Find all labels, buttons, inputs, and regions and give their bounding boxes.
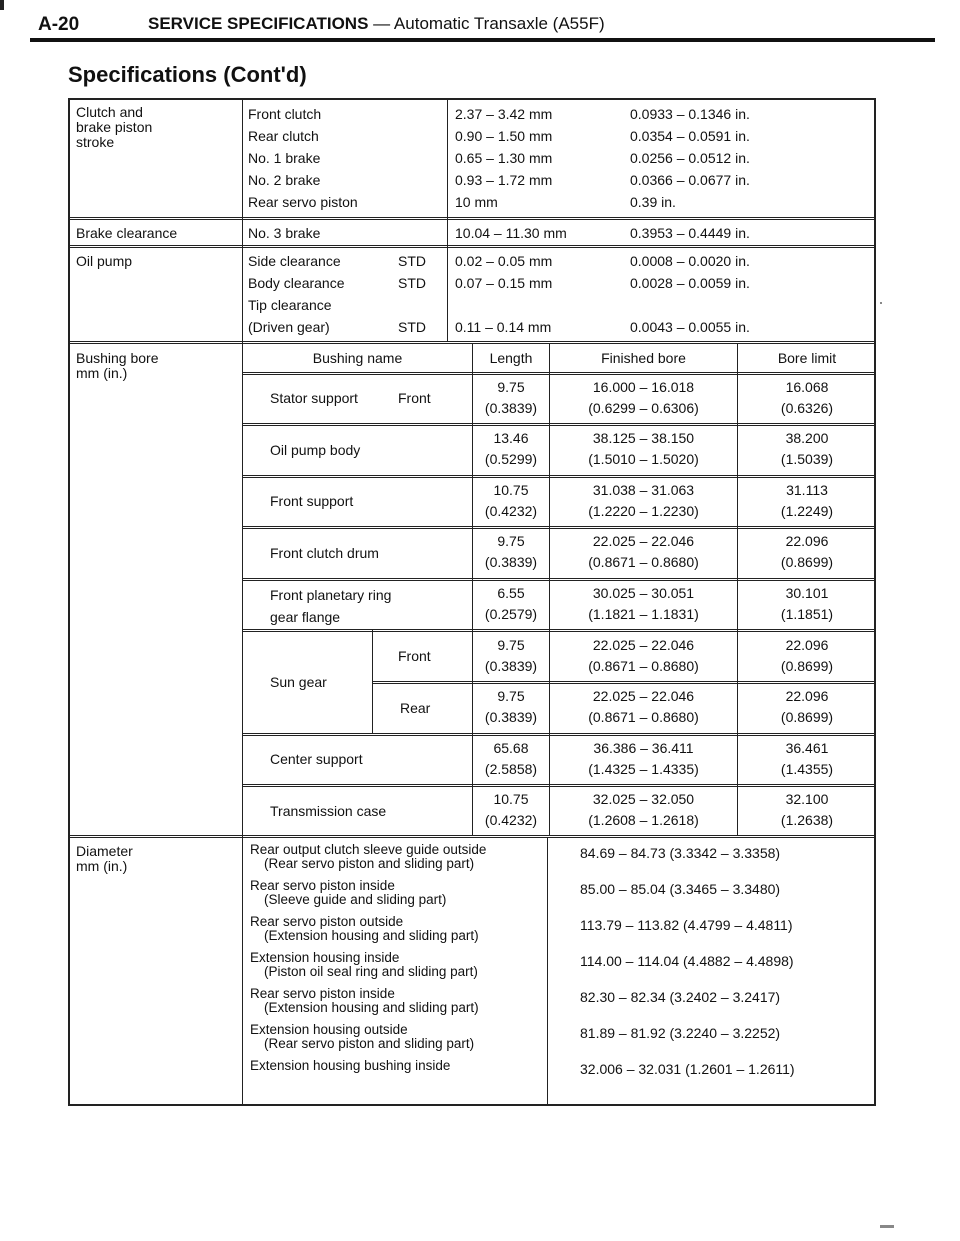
oil-pump-mm xyxy=(455,250,552,338)
limit-in: (0.8699) xyxy=(780,554,834,570)
limit-mm: 22.096 xyxy=(785,688,829,704)
clutch-inch-value: 0.0933 – 0.1346 in. xyxy=(630,106,750,122)
bushing-name: Front clutch drum xyxy=(270,545,379,561)
oil-pump-item: (Driven gear) xyxy=(248,319,330,335)
bushing-finished-cell xyxy=(550,637,737,674)
oil-pump-mm-value xyxy=(455,294,552,316)
diameter-item xyxy=(250,951,486,987)
length-in: (0.3839) xyxy=(484,554,538,570)
oil-pump-mm-value: 0.02 – 0.05 mm xyxy=(455,253,553,269)
rule xyxy=(447,98,448,342)
clutch-item: Rear servo piston xyxy=(248,194,358,210)
rule xyxy=(242,733,876,734)
bushing-finished-cell xyxy=(550,791,737,828)
diameter-value: 81.89 – 81.92 (3.2240 – 3.2252) xyxy=(580,1025,781,1041)
finished-mm: 30.025 – 30.051 xyxy=(592,585,695,601)
finished-in: (0.8671 – 0.8680) xyxy=(588,709,699,725)
bushing-name: Center support xyxy=(270,751,363,767)
bushing-header-limit: Bore limit xyxy=(777,350,837,366)
clutch-item: Rear clutch xyxy=(248,128,319,144)
length-in: (0.3839) xyxy=(484,400,538,416)
diameter-items xyxy=(250,843,486,1095)
diameter-item-line: Extension housing outside xyxy=(250,1022,408,1037)
header-title-bold: SERVICE SPECIFICATIONS xyxy=(148,14,369,33)
bushing-header-name: Bushing name xyxy=(312,350,403,366)
length-mm: 13.46 xyxy=(493,430,529,446)
clutch-label-line: brake piston xyxy=(76,119,153,135)
rule xyxy=(242,477,876,478)
header-title xyxy=(148,14,605,34)
oil-pump-inch-value xyxy=(630,294,750,316)
limit-mm: 16.068 xyxy=(785,379,829,395)
bushing-length-cell xyxy=(473,482,549,519)
bushing-label-line: Bushing bore xyxy=(76,350,159,366)
brake-label: Brake clearance xyxy=(76,225,178,241)
oil-pump-item: Body clearance xyxy=(248,275,345,291)
finished-in: (0.8671 – 0.8680) xyxy=(588,658,699,674)
bushing-sub: Front xyxy=(398,648,431,664)
clutch-label-line: stroke xyxy=(76,134,115,150)
bushing-label xyxy=(76,351,159,381)
diameter-label xyxy=(76,844,133,874)
rule xyxy=(242,580,876,581)
limit-mm: 32.100 xyxy=(785,791,829,807)
diameter-item-line: Rear servo piston inside xyxy=(250,986,395,1001)
clutch-items xyxy=(248,103,358,213)
clutch-mm-value: 2.37 – 3.42 mm xyxy=(455,106,553,122)
bushing-length-cell xyxy=(473,791,549,828)
diameter-item-note: (Extension housing and sliding part) xyxy=(264,928,479,943)
clutch-inch xyxy=(630,103,750,213)
brake-item: No. 3 brake xyxy=(248,225,321,241)
diameter-item-note: (Rear servo piston and sliding part) xyxy=(264,1036,475,1051)
bushing-limit-cell xyxy=(738,791,876,828)
rule xyxy=(242,528,876,529)
limit-mm: 22.096 xyxy=(785,637,829,653)
rule xyxy=(242,425,876,426)
rule xyxy=(242,423,876,424)
diameter-item-note: (Extension housing and sliding part) xyxy=(264,1000,479,1015)
oil-pump-items xyxy=(248,250,345,338)
length-in: (0.2579) xyxy=(484,606,538,622)
bushing-finished-cell xyxy=(550,533,737,570)
oil-pump-std-label: STD xyxy=(398,253,426,269)
oil-pump-std xyxy=(398,250,426,338)
diameter-item-line: Rear servo piston inside xyxy=(250,878,395,893)
bushing-name-line: gear flange xyxy=(270,609,341,625)
rule xyxy=(242,372,876,373)
bushing-sub: Front xyxy=(398,390,431,406)
length-in: (0.4232) xyxy=(484,812,538,828)
diameter-value: 85.00 – 85.04 (3.3465 – 3.3480) xyxy=(580,881,781,897)
clutch-item: No. 1 brake xyxy=(248,150,321,166)
oil-pump-std-label: STD xyxy=(398,319,426,335)
bushing-header-finished: Finished bore xyxy=(601,350,686,366)
finished-mm: 22.025 – 22.046 xyxy=(592,533,695,549)
bushing-limit-cell xyxy=(738,585,876,622)
bushing-label-line: mm (in.) xyxy=(76,365,128,381)
rule xyxy=(372,681,876,682)
rule xyxy=(242,784,876,785)
bushing-limit-cell xyxy=(738,637,876,674)
finished-mm: 38.125 – 38.150 xyxy=(592,430,695,446)
rule xyxy=(372,683,876,684)
oil-pump-mm-value: 0.11 – 0.14 mm xyxy=(455,319,552,335)
clutch-mm-value: 0.90 – 1.50 mm xyxy=(455,128,553,144)
bushing-name: Stator support xyxy=(270,390,358,406)
bushing-name: Sun gear xyxy=(270,674,327,690)
diameter-item xyxy=(250,879,486,915)
diameter-item-note: (Rear servo piston and sliding part) xyxy=(264,856,475,871)
rule xyxy=(242,475,876,476)
page-number: A-20 xyxy=(38,14,80,35)
finished-in: (1.2220 – 1.2230) xyxy=(588,503,699,519)
rule xyxy=(547,838,548,1106)
diameter-item-line: Extension housing inside xyxy=(250,950,400,965)
finished-in: (1.2608 – 1.2618) xyxy=(588,812,699,828)
oil-pump-inch-value: 0.0028 – 0.0059 in. xyxy=(630,275,750,291)
finished-in: (1.5010 – 1.5020) xyxy=(588,451,699,467)
diameter-item xyxy=(250,843,486,879)
length-mm: 9.75 xyxy=(497,637,525,653)
bushing-finished-cell xyxy=(550,482,737,519)
finished-in: (0.8671 – 0.8680) xyxy=(588,554,699,570)
rule xyxy=(68,837,876,838)
diameter-item-note: (Piston oil seal ring and sliding part) xyxy=(264,964,478,979)
rule xyxy=(68,341,876,342)
diameter-item xyxy=(250,1059,486,1095)
diameter-item-line: Rear output clutch sleeve guide outside xyxy=(250,842,487,857)
limit-mm: 38.200 xyxy=(785,430,829,446)
rule xyxy=(242,735,876,736)
oil-pump-std-label: STD xyxy=(398,275,426,291)
bushing-name: Front support xyxy=(270,493,354,509)
oil-pump-inch-value: 0.0043 – 0.0055 in. xyxy=(630,319,750,335)
length-in: (0.5299) xyxy=(484,451,538,467)
clutch-mm-value: 0.93 – 1.72 mm xyxy=(455,172,553,188)
bushing-length-cell xyxy=(473,533,549,570)
bushing-length-cell xyxy=(473,379,549,431)
limit-in: (0.6326) xyxy=(780,400,834,416)
oil-pump-mm-value: 0.07 – 0.15 mm xyxy=(455,275,553,291)
length-in: (0.3839) xyxy=(484,709,538,725)
clutch-item: No. 2 brake xyxy=(248,172,321,188)
rule xyxy=(242,786,876,787)
oil-pump-item: Side clearance xyxy=(248,253,341,269)
bushing-finished-cell xyxy=(550,430,737,467)
bushing-length-column xyxy=(473,379,549,431)
length-in: (0.4232) xyxy=(484,503,538,519)
clutch-inch-value: 0.0256 – 0.0512 in. xyxy=(630,150,750,166)
diameter-values xyxy=(580,845,795,1097)
finished-mm: 36.386 – 36.411 xyxy=(593,740,694,756)
clutch-item: Front clutch xyxy=(248,106,322,122)
bushing-finished-cell xyxy=(550,688,737,725)
rule xyxy=(372,630,373,734)
diameter-item-line: Rear servo piston outside xyxy=(250,914,404,929)
length-mm: 65.68 xyxy=(493,740,529,756)
length-mm: 10.75 xyxy=(493,791,529,807)
rule xyxy=(242,526,876,527)
diameter-value: 114.00 – 114.04 (4.4882 – 4.4898) xyxy=(580,953,794,969)
length-mm: 9.75 xyxy=(497,688,525,704)
diameter-value: 84.69 – 84.73 (3.3342 – 3.3358) xyxy=(580,845,781,861)
rule xyxy=(68,247,876,248)
bushing-finished-cell xyxy=(550,740,737,777)
bushing-limit-cell xyxy=(738,430,876,467)
scan-speck xyxy=(880,1225,894,1228)
finished-in: (1.4325 – 1.4335) xyxy=(588,761,699,777)
bushing-limit-cell xyxy=(738,688,876,725)
finished-in: (0.6299 – 0.6306) xyxy=(588,400,699,416)
limit-in: (1.5039) xyxy=(780,451,834,467)
oil-pump-item: Tip clearance xyxy=(248,297,332,313)
bushing-name xyxy=(270,584,391,628)
rule xyxy=(68,217,876,218)
limit-mm: 22.096 xyxy=(785,533,829,549)
finished-mm: 31.038 – 31.063 xyxy=(592,482,695,498)
limit-in: (1.4355) xyxy=(780,761,834,777)
length-in: (2.5858) xyxy=(484,761,538,777)
oil-pump-inch-value: 0.0008 – 0.0020 in. xyxy=(630,253,750,269)
diameter-item-line: Extension housing bushing inside xyxy=(250,1058,451,1073)
scan-speck xyxy=(880,302,882,304)
bushing-header-length: Length xyxy=(489,350,533,366)
oil-pump-label: Oil pump xyxy=(76,253,133,269)
rule xyxy=(68,219,876,220)
finished-mm: 16.000 – 16.018 xyxy=(592,379,695,395)
bushing-name: Oil pump body xyxy=(270,442,361,458)
clutch-inch-value: 0.0354 – 0.0591 in. xyxy=(630,128,750,144)
length-mm: 6.55 xyxy=(497,585,525,601)
finished-mm: 22.025 – 22.046 xyxy=(592,637,695,653)
limit-in: (1.1851) xyxy=(780,606,834,622)
bushing-length-cell xyxy=(473,740,549,777)
bushing-length-cell xyxy=(473,688,549,725)
diameter-item xyxy=(250,915,486,951)
rule xyxy=(68,245,876,246)
bushing-limit-cell xyxy=(738,379,876,416)
diameter-value: 32.006 – 32.031 (1.2601 – 1.2611) xyxy=(580,1061,795,1077)
clutch-inch-value: 0.0366 – 0.0677 in. xyxy=(630,172,750,188)
limit-in: (1.2249) xyxy=(780,503,834,519)
brake-mm: 10.04 – 11.30 mm xyxy=(455,225,567,241)
section-title: Specifications (Cont'd) xyxy=(68,62,307,87)
scan-speck xyxy=(0,0,4,10)
finished-mm: 22.025 – 22.046 xyxy=(592,688,695,704)
length-mm: 9.75 xyxy=(497,379,525,395)
bushing-name: Transmission case xyxy=(270,803,387,819)
length-mm: 10.75 xyxy=(493,482,529,498)
page-header xyxy=(30,10,935,42)
rule xyxy=(242,374,876,375)
bushing-finished-cell xyxy=(550,379,737,416)
diameter-item xyxy=(250,987,486,1023)
limit-mm: 31.113 xyxy=(786,482,828,498)
diameter-label-line: Diameter xyxy=(76,843,133,859)
header-title-rest: — Automatic Transaxle (A55F) xyxy=(368,14,605,33)
oil-pump-inch xyxy=(630,250,750,338)
bushing-name-line: Front planetary ring xyxy=(270,587,392,603)
bushing-length-cell xyxy=(473,637,549,674)
oil-pump-std-label xyxy=(398,294,426,316)
diameter-label-line: mm (in.) xyxy=(76,858,128,874)
clutch-label-line: Clutch and xyxy=(76,104,143,120)
clutch-mm xyxy=(455,103,552,213)
bushing-sub: Rear xyxy=(400,700,431,716)
bushing-length-cell xyxy=(473,585,549,622)
clutch-mm-value: 0.65 – 1.30 mm xyxy=(455,150,553,166)
rule xyxy=(242,631,876,632)
limit-in: (0.8699) xyxy=(780,658,834,674)
rule xyxy=(242,98,243,1106)
length-in: (0.3839) xyxy=(484,658,538,674)
clutch-mm-value: 10 mm xyxy=(455,194,498,210)
brake-inch: 0.3953 – 0.4449 in. xyxy=(630,225,750,241)
bushing-limit-cell xyxy=(738,482,876,519)
diameter-value: 82.30 – 82.34 (3.2402 – 3.2417) xyxy=(580,989,781,1005)
limit-in: (1.2638) xyxy=(780,812,834,828)
clutch-label xyxy=(76,105,152,150)
limit-mm: 30.101 xyxy=(785,585,829,601)
diameter-value: 113.79 – 113.82 (4.4799 – 4.4811) xyxy=(580,917,793,933)
finished-mm: 32.025 – 32.050 xyxy=(592,791,695,807)
rule xyxy=(242,578,876,579)
rule xyxy=(242,629,876,630)
bushing-limit-cell xyxy=(738,533,876,570)
length-mm: 9.75 xyxy=(497,533,525,549)
clutch-inch-value: 0.39 in. xyxy=(630,194,676,210)
diameter-item-note: (Sleeve guide and sliding part) xyxy=(264,892,447,907)
limit-mm: 36.461 xyxy=(785,740,829,756)
bushing-length-cell xyxy=(473,430,549,467)
limit-in: (0.8699) xyxy=(780,709,834,725)
bushing-limit-cell xyxy=(738,740,876,777)
bushing-finished-cell xyxy=(550,585,737,622)
finished-in: (1.1821 – 1.1831) xyxy=(588,606,699,622)
diameter-item xyxy=(250,1023,486,1059)
